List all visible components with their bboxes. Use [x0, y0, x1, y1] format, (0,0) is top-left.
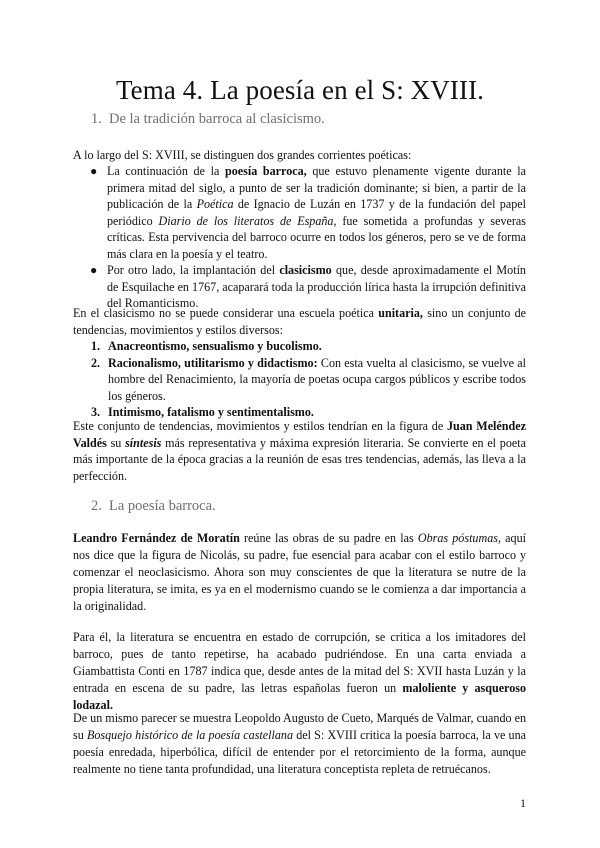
section-heading-1	[91, 111, 325, 128]
section-number: 2.	[91, 498, 102, 514]
list-item: 3. Intimismo, fatalismo y sentimentalismo.	[91, 405, 314, 419]
list-item: ● Por otro lado, la implantación del clasicismo que, desde aproximadamente el Motín de Esquilache en 1767, acaparará toda la producción lírica hasta la irrupción definitiva del Romanticismo.	[90, 263, 526, 310]
section-number: 1.	[91, 111, 102, 127]
bullet-icon: ●	[90, 263, 98, 277]
page-number: 1	[520, 796, 526, 810]
cueto-paragraph: De un mismo parecer se muestra Leopoldo Augusto de Cueto, Marqués de Valmar, cuando en su Bosquejo histórico de la poesía castellana del S: XVIII critica la poesía barroca, la ve una poesía enredada, hiperbólica, difícil de entender por el retorcimiento de la forma, aunque realmente no tiene tanta profundidad, una literatura conceptista repleta de retruécanos.	[73, 711, 527, 776]
currents-list	[88, 163, 526, 312]
moratin-paragraph: Leandro Fernández de Moratín reúne las obras de su padre en las Obras póstumas, aquí nos dice que la figura de Nicolás, su padre, fue esencial para acabar con el estilo barroco y comenzar el neoclasicismo. Ahora son muy conscientes de que la literatura se nutre de la propia literatura, se imita, es ya en el modernismo cuando se le comienza a dar importancia a la originalidad.	[73, 531, 526, 613]
bullet-icon: ●	[90, 164, 98, 178]
school-paragraph: En el clasicismo no se puede considerar una escuela poética unitaria, sino un conjunto de tendencias, movimientos y estilos diversos:	[73, 306, 526, 337]
melendez-paragraph: Este conjunto de tendencias, movimientos y estilos tendrían en la figura de Juan Meléndez Valdés su síntesis más representativa y máxima expresión literaria. Se convierte en el poeta más importante de la época gracias a la reunión de esas tres tendencias, además, las lleva a la perfección.	[73, 419, 526, 483]
section-title: La poesía barroca.	[109, 498, 216, 514]
section-heading-2	[91, 498, 216, 515]
tendencies-list	[91, 338, 526, 421]
intro-paragraph: A lo largo del S: XVIII, se distinguen dos grandes corrientes poéticas:	[73, 148, 412, 162]
list-item: 2. Racionalismo, utilitarismo y didactismo: Con esta vuelta al clasicismo, se vuelve al hombre del Renacimiento, la mayoría de poetas ocupa cargos públicos y escribe todos los géneros.	[91, 355, 526, 403]
document-title: Tema 4. La poesía en el S: XVIII.	[115, 75, 485, 105]
list-item: 1. Anacreontismo, sensualismo y bucolismo.	[91, 339, 322, 353]
list-item: ● La continuación de la poesía barroca, que estuvo plenamente vigente durante la primera mitad del siglo, a punto de ser la tradición dominante; si bien, a partir de la publicación de la Poética de Ignacio de Luzán en 1737 y de la fundación del papel periódico Diario de los literatos de España, fue sometida a profundas y severas críticas. Esta pervivencia del barroco ocurre en todos los géneros, pero se ve de forma más clara en la poesía y el teatro.	[90, 164, 526, 261]
section-title: De la tradición barroca al clasicismo.	[109, 111, 325, 127]
corruption-paragraph: Para él, la literatura se encuentra en estado de corrupción, se critica a los imitadores del barroco, pues de tanto repetirse, ha acabado pudriéndose. En una carta enviada a Giambattista Conti en 1787 indica que, desde antes de la mitad del S: XVII hasta Luzán y la entrada en escena de su padre, las letras españolas fueron un maloliente y asqueroso lodazal.	[73, 630, 527, 712]
